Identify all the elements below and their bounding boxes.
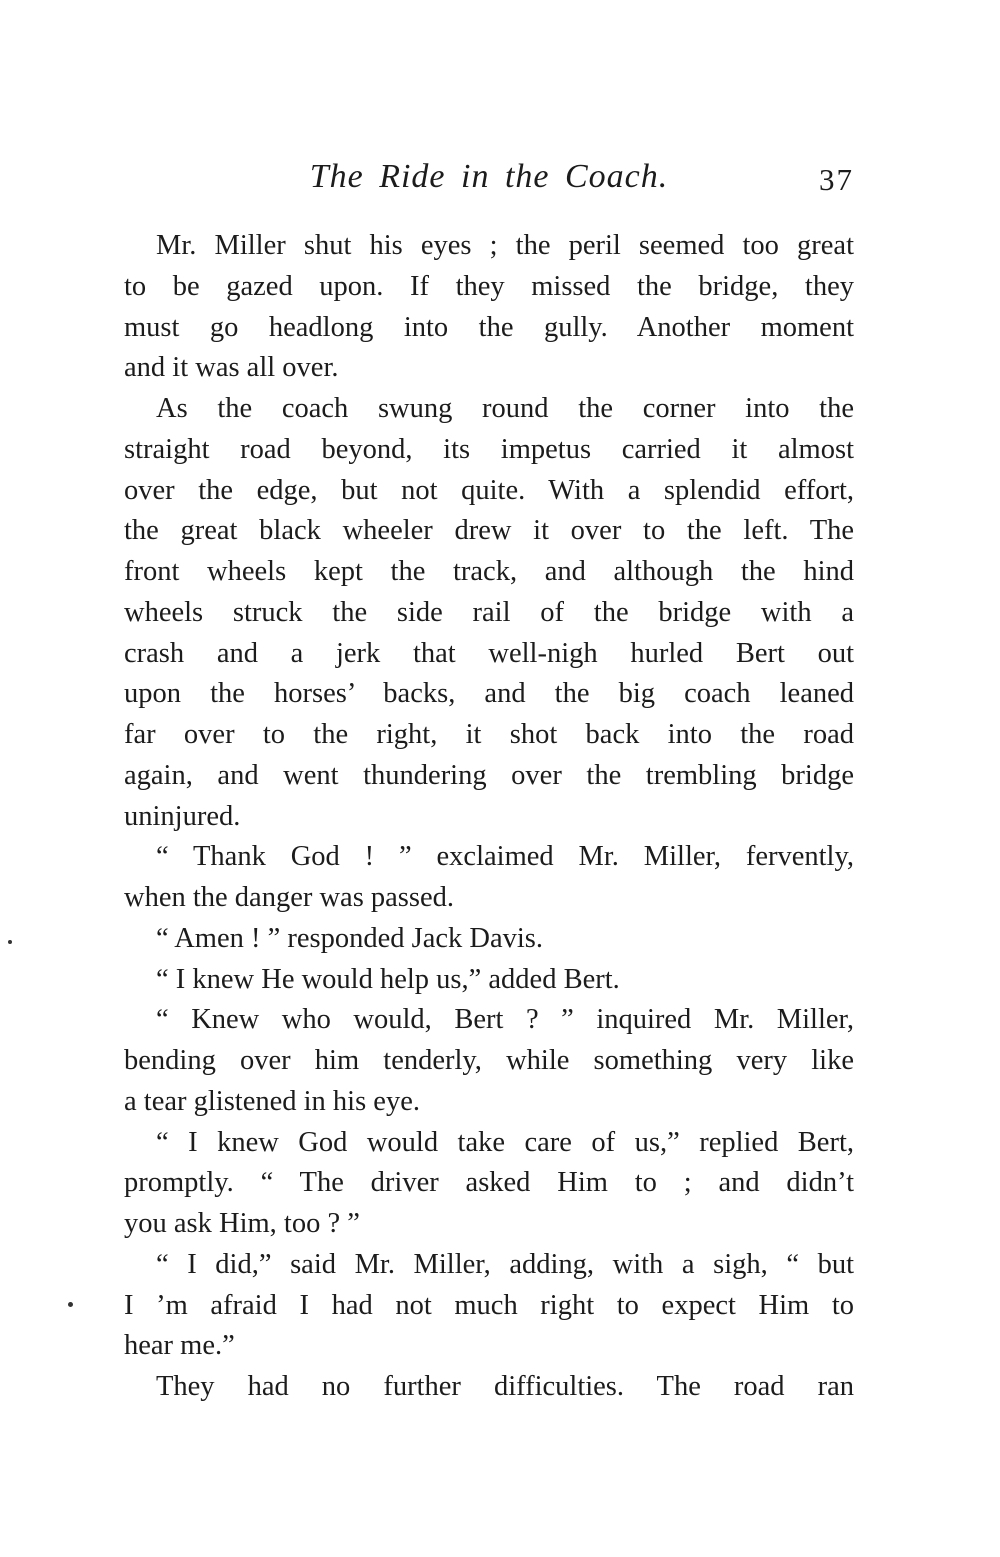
text-line: hear me.” (124, 1330, 235, 1362)
text-line: “ Knew who would, Bert ? ” inquired Mr. Miller, (156, 1004, 854, 1036)
text-line: bending over him tenderly, while something very like (124, 1045, 854, 1076)
text-line: Mr. Miller shut his eyes ; the peril seemed too great (156, 230, 854, 261)
text-line: “ I knew God would take care of us,” replied Bert, (156, 1126, 854, 1158)
text-line: upon the horses’ backs, and the big coach leaned (124, 678, 854, 710)
text-line: “ Amen ! ” responded Jack Davis. (156, 922, 544, 954)
text-line: As the coach swung round the corner into the (156, 393, 854, 424)
running-head (124, 158, 854, 208)
text-line: far over to the right, it shot back into the road (124, 719, 854, 750)
print-speck (8, 940, 12, 944)
text-line: They had no further difficulties. The road ran (156, 1371, 854, 1402)
text-line: wheels struck the side rail of the bridge with a (124, 596, 854, 628)
text-line: to be gazed upon. If they missed the bridge, they (124, 270, 854, 302)
body-text (124, 226, 854, 1408)
print-speck (68, 1302, 73, 1307)
running-title: The Ride in the Coach. (309, 158, 669, 195)
text-line: a tear glistened in his eye. (124, 1085, 420, 1117)
text-line: straight road beyond, its impetus carried it almost (124, 433, 854, 465)
text-line: over the edge, but not quite. With a splendid effort, (124, 474, 854, 506)
text-line: “ I knew He would help us,” added Bert. (156, 963, 620, 995)
text-line: the great black wheeler drew it over to the left. The (124, 515, 854, 547)
text-line: promptly. “ The driver asked Him to ; and didn’t (124, 1167, 854, 1199)
text-line: front wheels kept the track, and although the hind (124, 556, 854, 587)
page-number: 37 (819, 162, 854, 197)
text-line: and it was all over. (124, 352, 339, 384)
text-line: you ask Him, too ? ” (124, 1208, 360, 1239)
text-line: “ I did,” said Mr. Miller, adding, with a sigh, “ but (156, 1248, 854, 1280)
text-line: again, and went thundering over the trembling bridge (124, 759, 854, 791)
text-line: uninjured. (124, 800, 241, 832)
text-line: crash and a jerk that well-nigh hurled Bert out (124, 637, 854, 669)
text-line: I ’m afraid I had not much right to expect Him to (124, 1289, 854, 1321)
text-line: must go headlong into the gully. Another moment (124, 311, 854, 343)
text-line: when the danger was passed. (124, 882, 455, 913)
text-line: “ Thank God ! ” exclaimed Mr. Miller, fervently, (156, 841, 854, 873)
